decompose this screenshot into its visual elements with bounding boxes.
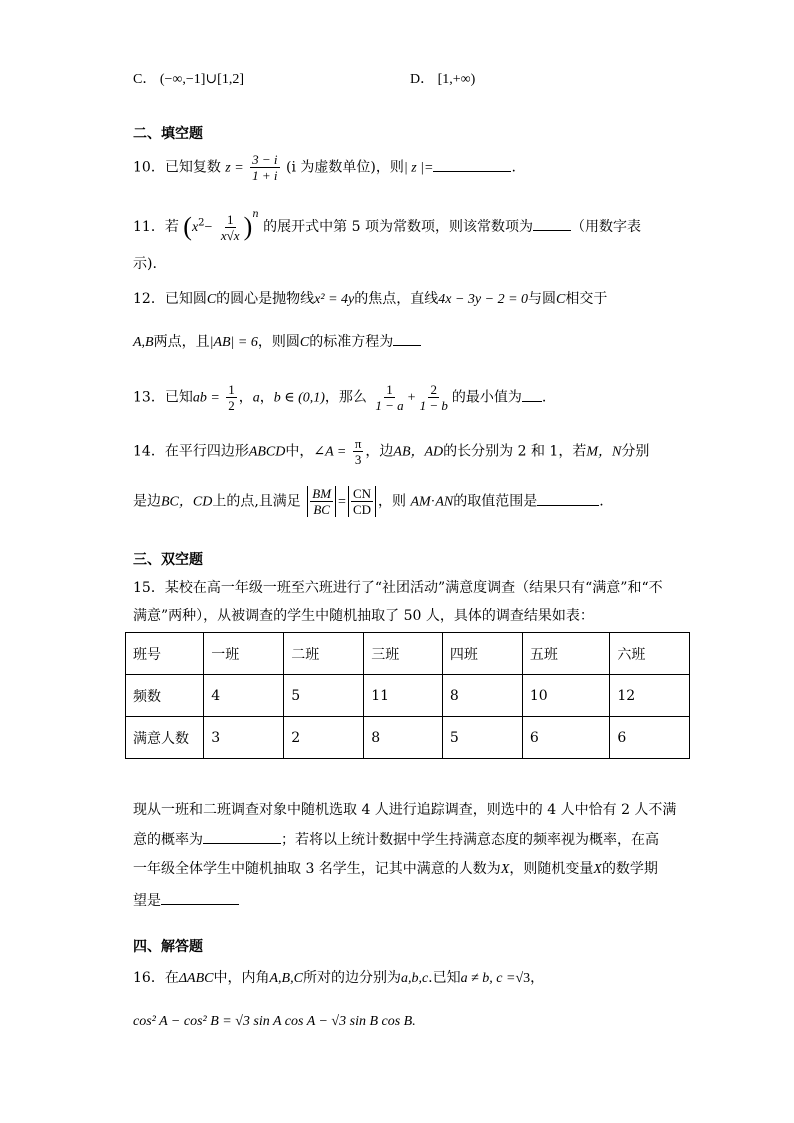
q11-text: 若 [164, 219, 179, 235]
question-11: 11．若 ($x^2-$ $\frac{1}{x√x}$ )$^n$ 的展开式中第 5 项为常数项，则该常数项为 （用数字表 [133, 209, 641, 243]
q15-para-1: 现从一班和二班调查对象中随机选取 4 人进行追踪调查，则选中的 4 人中恰有 2 人不满 [133, 802, 677, 818]
q11-frac-den: x√x [220, 227, 240, 243]
table-header-cell: 一班 [204, 633, 284, 675]
q13-f2-den: 1 − b [419, 398, 448, 413]
q10-frac-num: 3 − i [252, 152, 278, 167]
q16-triangle: ΔABC [178, 971, 214, 986]
table-cell: 满意人数 [126, 717, 204, 759]
q14-answer-blank[interactable] [537, 491, 599, 506]
table-cell: 4 [204, 675, 284, 717]
table-header-cell: 班号 [126, 633, 204, 675]
q13-end: . [541, 389, 547, 406]
table-cell: 6 [522, 717, 609, 759]
q15-p3b: ，则随机变量 [509, 861, 594, 877]
survey-table [125, 632, 690, 759]
q13-f2-num: 2 [430, 382, 437, 397]
q11-text-3: （用数字表 [570, 219, 641, 235]
table-header-cell: 二班 [284, 633, 364, 675]
q14-mn: M，N [586, 444, 622, 460]
q14-bc: BC [313, 502, 330, 517]
table-cell: 10 [522, 675, 609, 717]
question-13 [133, 382, 546, 413]
q13-half-num: 1 [228, 382, 235, 397]
table-header-cell: 四班 [442, 633, 522, 675]
q15-p3c: 的数学期 [601, 861, 658, 877]
q14-text-8: ，则 [378, 493, 406, 510]
q11-fraction [219, 212, 242, 243]
section-answer-heading: 四、解答题 [133, 939, 203, 955]
q14-text-6: 是边 [133, 493, 161, 510]
q15-p2b: ；若将以上统计数据中学生持满意态度的频率视为概率，在高 [281, 832, 659, 848]
q12-text-8: 的标准方程为 [309, 334, 394, 350]
q10-answer-blank[interactable] [433, 157, 511, 172]
q16-text-5: ， [530, 970, 545, 986]
section-double-heading: 三、双空题 [133, 552, 203, 568]
q12-number: 12． [133, 291, 165, 307]
q12-c3: C [299, 335, 310, 350]
q12-text-7: ，则圆 [257, 334, 300, 350]
option-c-value: (−∞,−1]∪[1,2] [159, 72, 244, 87]
q11-text-2: 的展开式中第 5 项为常数项，则该常数项为 [263, 219, 533, 235]
q14-pi-num: π [354, 436, 362, 451]
q11-minus: − [204, 220, 213, 235]
q14-ab-ad: AB，AD [393, 444, 444, 460]
q16-condition: a ≠ b, c = [460, 971, 516, 986]
q12-c2: C [556, 292, 566, 307]
q11-line-2: 示). [133, 256, 157, 272]
question-15 [133, 578, 663, 598]
q15-p4: 望是 [133, 893, 161, 909]
q13-f1-num: 1 [386, 382, 393, 397]
q10-number: 10． [133, 159, 165, 176]
q12-text-6: 两点，且 [153, 334, 210, 350]
option-d-label: D． [410, 72, 435, 87]
q16-sides: a,b,c [400, 971, 429, 986]
q14-bm: BM [312, 486, 332, 501]
q14-cd: CD [352, 502, 371, 517]
q12-c: C [206, 292, 217, 307]
question-10 [133, 152, 516, 183]
q12-text-3: 的焦点，直线 [354, 291, 439, 307]
question-16 [133, 968, 544, 989]
q14-text-5: 分别 [621, 443, 650, 460]
q13-half-den: 2 [228, 398, 235, 413]
q15-para-4 [133, 890, 239, 911]
q14-pi-den: 3 [354, 452, 362, 467]
q15-answer-blank-1[interactable] [203, 829, 281, 844]
q14-vector-an: AN [435, 494, 454, 510]
q11-x: x [191, 220, 199, 235]
table-cell: 3 [204, 717, 284, 759]
q14-number: 14． [133, 443, 165, 460]
q10-text: 已知复数 [164, 159, 221, 176]
table-row [126, 675, 690, 717]
table-cell: 5 [284, 675, 364, 717]
option-d [410, 70, 475, 90]
option-c [133, 70, 244, 90]
q13-plus: + [407, 390, 416, 406]
table-cell: 2 [284, 717, 364, 759]
table-cell: 6 [610, 717, 690, 759]
q13-number: 13． [133, 389, 165, 406]
q13-sep-2: ， [259, 389, 274, 406]
question-14 [133, 436, 649, 467]
table-cell: 11 [364, 675, 443, 717]
q13-sep: ， [238, 389, 253, 406]
q16-angles: A,B,C [269, 971, 303, 986]
table-header-cell: 五班 [522, 633, 609, 675]
q14-dot: · [430, 494, 436, 510]
q13-b-in: b ∈ (0,1) [273, 390, 325, 406]
q15-para-2 [133, 829, 659, 850]
q14-text: 在平行四边形 [164, 443, 249, 460]
q16-equation: cos² A − cos² B = √3 sin A cos A − √3 sin B cos B. [133, 1014, 416, 1029]
q14-bc-cd: BC，CD [161, 494, 213, 510]
q15-number: 15． [133, 580, 165, 596]
q13-text: 已知 [164, 389, 193, 406]
question-12 [133, 289, 607, 310]
table-row [126, 717, 690, 759]
q16-text: 在 [164, 970, 179, 986]
q12-line-eq: 4x − 3y − 2 = 0 [438, 292, 529, 307]
table-cell: 频数 [126, 675, 204, 717]
q14-angle: ∠A = [313, 444, 347, 460]
q13-frac-1 [373, 382, 405, 413]
option-d-value: [1,+∞) [437, 72, 476, 87]
q15-x-2: X [593, 862, 602, 877]
q11-number: 11． [133, 219, 165, 235]
q16-text-4: .已知 [428, 970, 461, 986]
q12-text: 已知圆 [164, 291, 207, 307]
table-cell: 5 [442, 717, 522, 759]
q14-cn: CN [352, 486, 371, 501]
table-row [126, 633, 690, 675]
q15-line-2: 满意”两种），从被调查的学生中随机抽取了 50 人，具体的调查结果如表： [133, 608, 594, 624]
q14-text-7: 上的点,且满足 [212, 493, 301, 510]
table-cell: 8 [364, 717, 443, 759]
q16-text-3: 所对的边分别为 [302, 970, 401, 986]
q14-vector-am: AM [410, 494, 431, 510]
q14-end: . [599, 493, 604, 510]
q15-para-3 [133, 859, 658, 880]
q11-frac-num: 1 [227, 211, 234, 227]
section-fill-heading: 二、填空题 [133, 126, 203, 142]
q14-ratio-cn [348, 486, 376, 517]
q12-ab: A,B [133, 335, 154, 350]
option-c-label: C． [133, 72, 157, 87]
q13-half [226, 382, 237, 413]
q10-text-2: (i 为虚数单位)，则 [285, 159, 404, 176]
q12-text-2: 的圆心是抛物线 [216, 291, 315, 307]
q15-p2a: 意的概率为 [133, 832, 203, 848]
q11-power: n [252, 209, 259, 220]
q10-frac-den: 1 + i [252, 168, 278, 183]
q13-f1-den: 1 − a [375, 398, 404, 413]
table-header-cell: 六班 [610, 633, 690, 675]
q12-text-4: 与圆 [528, 291, 557, 307]
q11-answer-blank[interactable] [533, 216, 571, 231]
table-cell: 8 [442, 675, 522, 717]
q12-text-5: 相交于 [565, 291, 608, 307]
q10-absz: | z |= [403, 160, 434, 176]
q15-x: X [500, 862, 510, 877]
q13-ab: ab = [192, 390, 220, 406]
q13-text-5: 的最小值为 [451, 389, 522, 406]
q12-abs: |AB| = 6 [209, 335, 258, 350]
q16-sqrt3: √3 [515, 971, 531, 986]
q14-text-3: ，边 [365, 443, 394, 460]
q14-ratio-bm [307, 486, 336, 517]
table-header-cell: 三班 [364, 633, 443, 675]
q16-number: 16． [133, 970, 165, 986]
q10-z: z = [225, 160, 244, 176]
q15-answer-blank-2[interactable] [161, 890, 239, 905]
q14-line-2 [133, 486, 604, 517]
q10-end: . [511, 159, 516, 176]
q12-parabola: x² = 4y [314, 292, 355, 307]
q12-answer-blank[interactable] [393, 331, 421, 346]
table-cell: 12 [610, 675, 690, 717]
q15-p3a: 一年级全体学生中随机抽取 3 名学生，记其中满意的人数为 [133, 861, 501, 877]
q12-line-2 [133, 331, 421, 353]
q14-abcd: ABCD [248, 444, 286, 460]
q13-a: a [252, 390, 260, 406]
q14-text-4: 的长分别为 2 和 1，若 [443, 443, 587, 460]
q15-text: 某校在高一年级一班至六班进行了“社团活动”满意度调查（结果只有“满意”和“不 [164, 580, 663, 596]
q16-text-2: 中，内角 [213, 970, 270, 986]
q14-text-2: 中， [285, 443, 314, 460]
q14-pi-frac [353, 436, 364, 467]
q13-text-4: ，那么 [324, 389, 367, 406]
q14-text-9: 的取值范围是 [453, 493, 538, 510]
q10-fraction [250, 152, 279, 183]
q13-frac-2 [418, 382, 450, 413]
q14-eq: = [338, 494, 346, 510]
q13-answer-blank[interactable] [522, 387, 542, 402]
